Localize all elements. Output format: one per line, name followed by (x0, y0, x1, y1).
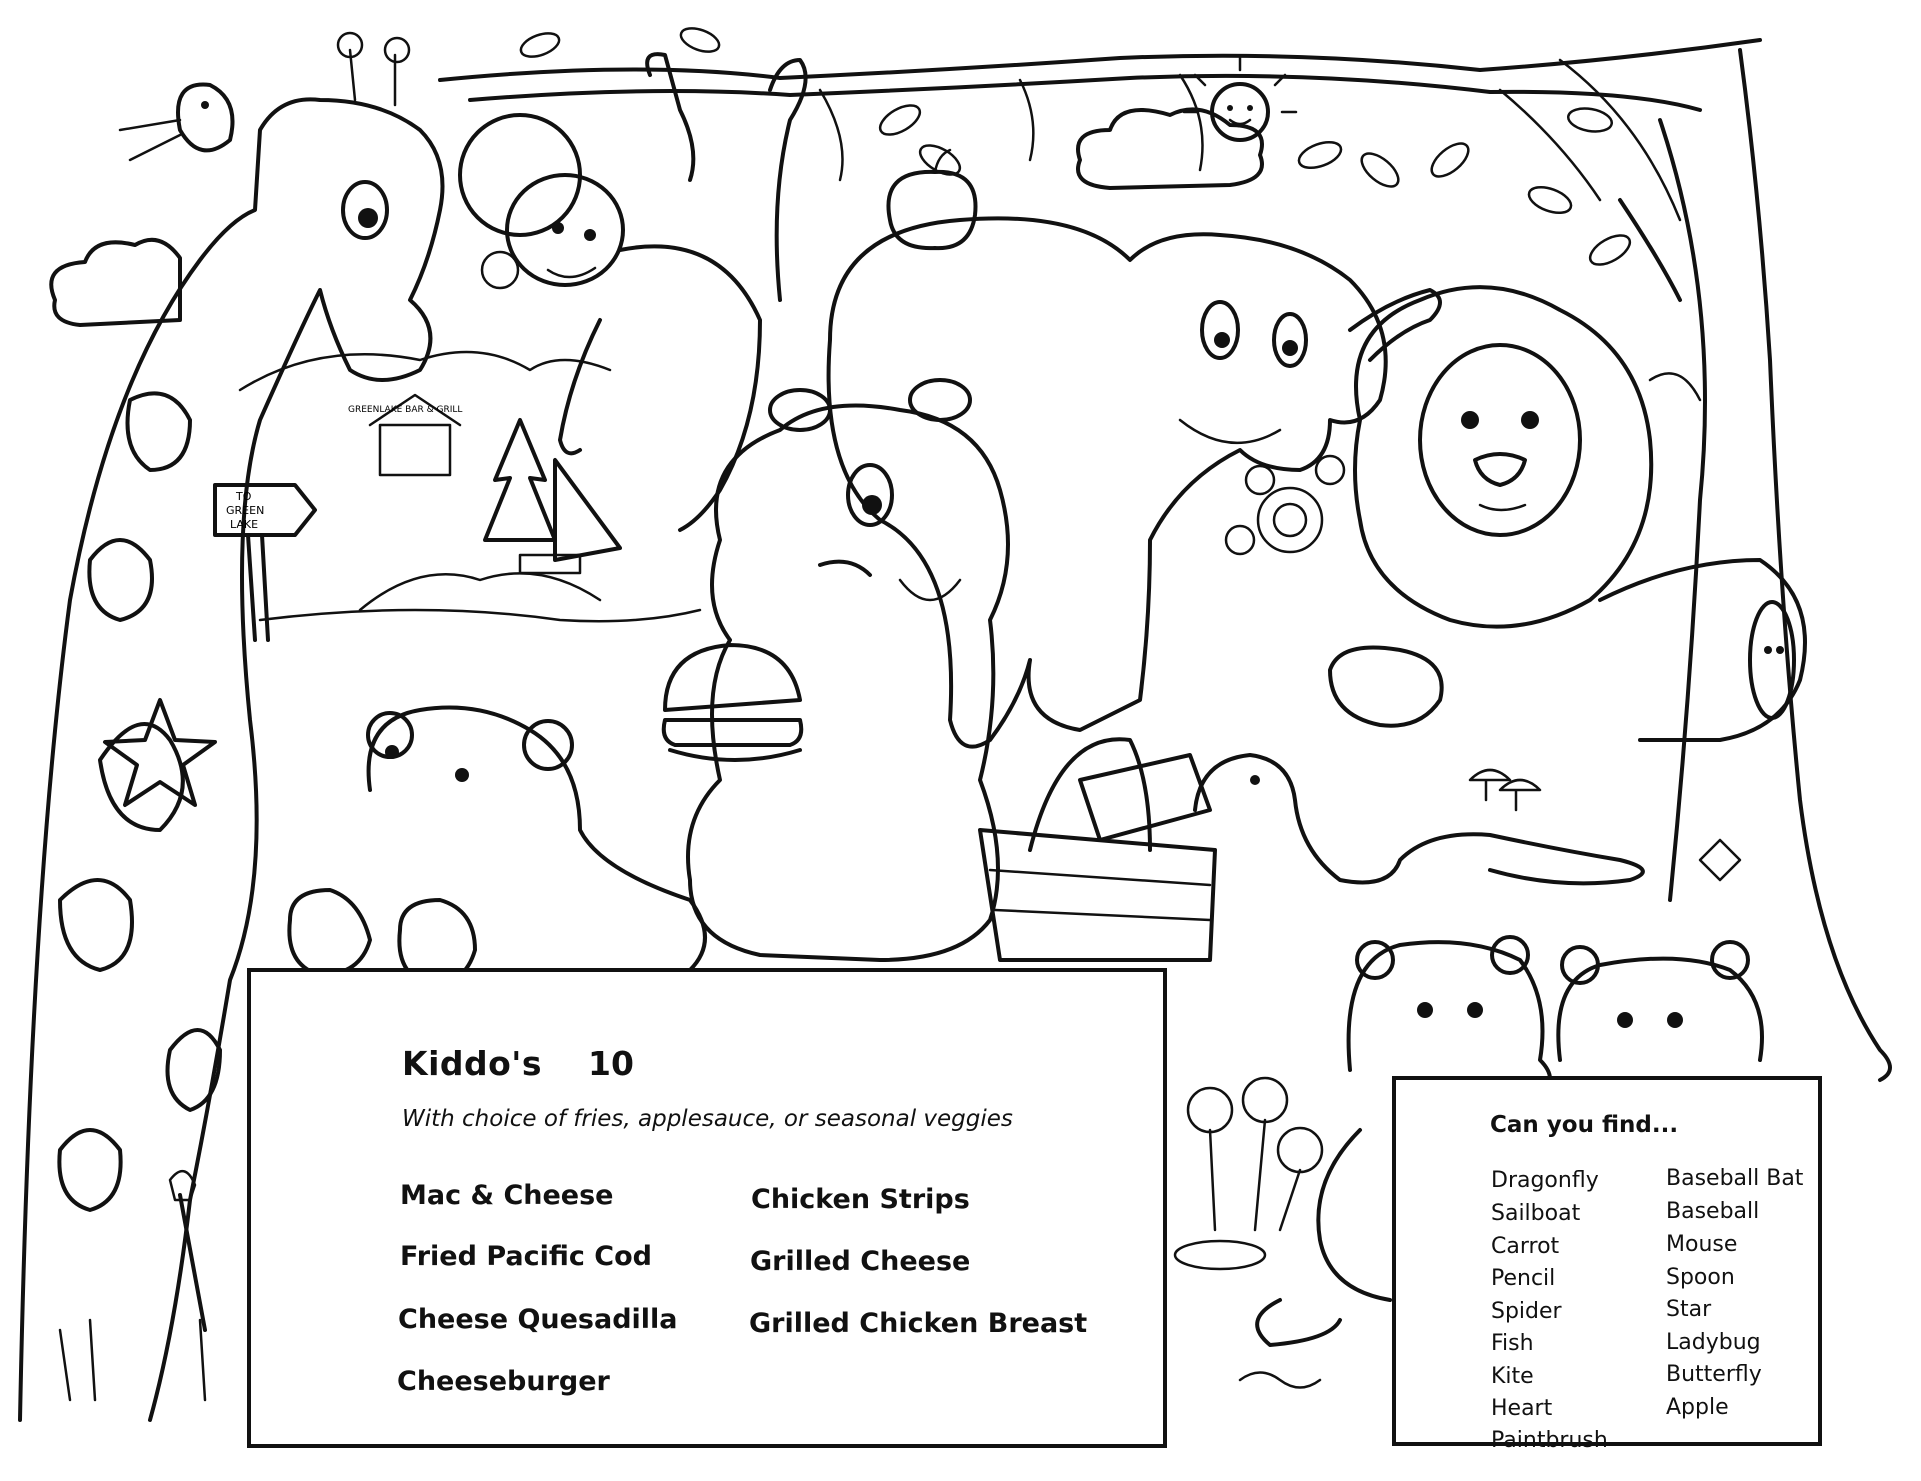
menu-item-cheeseburger: Cheeseburger (397, 1366, 610, 1397)
tree-trunk (1620, 50, 1890, 1080)
menu-item-grilled-chicken: Grilled Chicken Breast (749, 1308, 1088, 1339)
burger (664, 645, 802, 760)
menu-card (247, 968, 1167, 1448)
find-item: Fish (1491, 1331, 1534, 1356)
sign-text-2: GREEN (226, 504, 265, 517)
find-item: Sailboat (1491, 1201, 1581, 1226)
bird (120, 85, 233, 160)
find-item: Kite (1491, 1364, 1534, 1389)
find-item: Heart (1491, 1396, 1553, 1421)
find-item: Baseball (1666, 1199, 1760, 1224)
menu-item-chicken-strips: Chicken Strips (751, 1184, 970, 1215)
find-item: Apple (1666, 1395, 1729, 1420)
picnic-basket (980, 739, 1215, 960)
lion (1330, 287, 1805, 740)
snake (1195, 755, 1643, 883)
menu-item-grilled-cheese: Grilled Cheese (750, 1246, 971, 1277)
menu-item-fried-cod: Fried Pacific Cod (400, 1241, 652, 1272)
find-item: Mouse (1666, 1232, 1738, 1257)
find-item: Paintbrush (1491, 1428, 1608, 1453)
menu-price: 10 (588, 1044, 634, 1083)
find-item: Dragonfly (1491, 1168, 1599, 1193)
find-item: Spider (1491, 1299, 1562, 1324)
bear-cub (289, 708, 705, 986)
find-item: Baseball Bat (1666, 1166, 1804, 1191)
find-item: Ladybug (1666, 1330, 1761, 1355)
restaurant-sign: GREENLAKE BAR & GRILL (348, 405, 463, 415)
lake-landscape (240, 352, 700, 621)
hippo (688, 380, 1008, 960)
sign-text-1: TO (236, 490, 252, 503)
monkey (482, 54, 806, 530)
menu-subtitle: With choice of fries, applesauce, or seasonal veggies (402, 1106, 1013, 1132)
find-item: Butterfly (1666, 1362, 1762, 1387)
find-item: Spoon (1666, 1265, 1735, 1290)
clouds (51, 109, 1262, 325)
menu-title: Kiddo's (402, 1044, 543, 1083)
find-item: Carrot (1491, 1234, 1560, 1259)
find-title: Can you find... (1490, 1112, 1679, 1138)
menu-item-quesadilla: Cheese Quesadilla (398, 1304, 678, 1335)
mushrooms (1470, 770, 1540, 810)
find-item: Pencil (1491, 1266, 1556, 1291)
menu-item-mac-cheese: Mac & Cheese (400, 1180, 614, 1211)
sign-text-3: LAKE (230, 518, 259, 531)
elephant (829, 218, 1440, 746)
find-item: Star (1666, 1297, 1712, 1322)
